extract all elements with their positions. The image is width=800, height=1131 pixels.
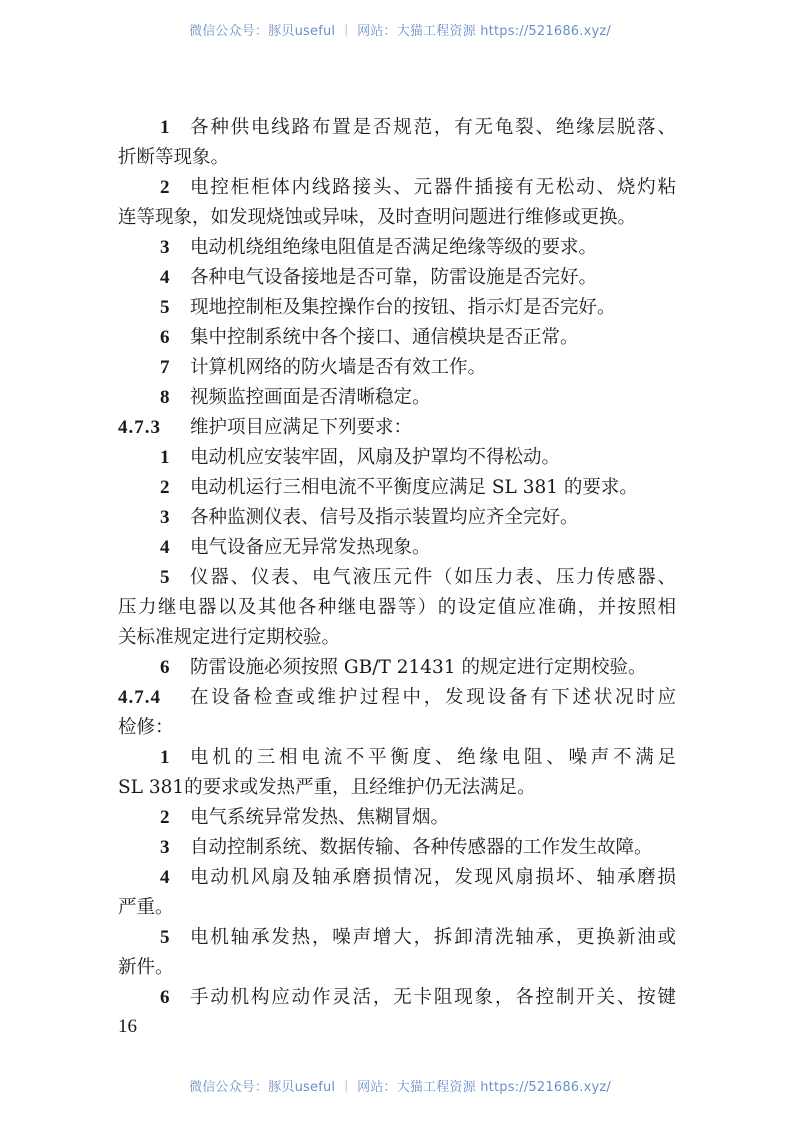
item-number: 3 — [160, 837, 170, 858]
item-number: 4 — [160, 267, 170, 288]
line-text: 维护项目应满足下列要求： — [190, 417, 413, 438]
paragraph-line — [118, 593, 676, 623]
paragraph-line — [118, 623, 676, 653]
item-number: 6 — [160, 327, 170, 348]
line-text: SL 381的要求或发热严重，且经维护仍无法满足。 — [118, 777, 536, 798]
paragraph-line — [118, 473, 676, 503]
section-line — [118, 683, 676, 713]
line-text: 电动机运行三相电流不平衡度应满足 SL 381 的要求。 — [190, 477, 638, 498]
paragraph-line — [118, 653, 676, 683]
item-number: 7 — [160, 357, 170, 378]
item-number: 5 — [160, 297, 170, 318]
paragraph-line — [118, 803, 676, 833]
line-text: 连等现象，如发现烧蚀或异味，及时查明问题进行维修或更换。 — [118, 207, 637, 228]
line-text: 压力继电器以及其他各种继电器等）的设定值应准确，并按照相 — [118, 597, 676, 618]
line-text: 计算机网络的防火墙是否有效工作。 — [190, 357, 487, 378]
paragraph-line — [118, 983, 676, 1013]
line-text: 集中控制系统中各个接口、通信模块是否正常。 — [190, 327, 579, 348]
line-text: 电动机风扇及轴承磨损情况，发现风扇损坏、轴承磨损 — [190, 867, 676, 888]
section-line — [118, 413, 676, 443]
line-text: 检修： — [118, 717, 174, 738]
watermark-footer: 微信公众号：豚贝useful ｜ 网站：大猫工程资源 https://521686.xyz/ — [189, 1080, 611, 1095]
line-text: 新件。 — [118, 957, 174, 978]
item-number: 8 — [160, 387, 170, 408]
line-text: 电控柜柜体内线路接头、元器件插接有无松动、烧灼粘 — [190, 177, 676, 198]
item-number: 3 — [160, 237, 170, 258]
paragraph-line — [118, 173, 676, 203]
paragraph-line — [118, 233, 676, 263]
line-text: 电机轴承发热，噪声增大，拆卸清洗轴承，更换新油或 — [190, 927, 676, 948]
paragraph-line — [118, 563, 676, 593]
item-number: 1 — [160, 747, 170, 768]
paragraph-line — [118, 893, 676, 923]
item-number: 5 — [160, 567, 170, 588]
item-number: 3 — [160, 507, 170, 528]
line-text: 电动机绕组绝缘电阻值是否满足绝缘等级的要求。 — [190, 237, 598, 258]
line-text: 自动控制系统、数据传输、各种传感器的工作发生故障。 — [190, 837, 653, 858]
watermark-header: 微信公众号：豚贝useful ｜ 网站：大猫工程资源 https://521686.xyz/ — [189, 24, 611, 39]
paragraph-line — [118, 113, 676, 143]
paragraph-line — [118, 383, 676, 413]
line-text: 电气系统异常发热、焦糊冒烟。 — [190, 807, 450, 828]
paragraph-line — [118, 503, 676, 533]
paragraph-line — [118, 533, 676, 563]
line-text: 折断等现象。 — [118, 147, 230, 168]
line-text: 各种电气设备接地是否可靠，防雷设施是否完好。 — [190, 267, 598, 288]
paragraph-line — [118, 323, 676, 353]
paragraph-line — [118, 923, 676, 953]
line-text: 现地控制柜及集控操作台的按钮、指示灯是否完好。 — [190, 297, 616, 318]
paragraph-line — [118, 773, 676, 803]
item-number: 4 — [160, 537, 170, 558]
line-text: 各种监测仪表、信号及指示装置均应齐全完好。 — [190, 507, 579, 528]
paragraph-line — [118, 863, 676, 893]
item-number: 2 — [160, 477, 170, 498]
item-number: 1 — [160, 447, 170, 468]
line-text: 关标准规定进行定期校验。 — [118, 627, 341, 648]
paragraph-line — [118, 143, 676, 173]
line-text: 在设备检查或维护过程中，发现设备有下述状况时应 — [190, 687, 676, 708]
paragraph-line — [118, 263, 676, 293]
line-text: 仪器、仪表、电气液压元件（如压力表、压力传感器、 — [190, 567, 676, 588]
item-number: 2 — [160, 807, 170, 828]
section-line — [118, 713, 676, 743]
item-number: 4 — [160, 867, 170, 888]
item-number: 6 — [160, 657, 170, 678]
paragraph-line — [118, 353, 676, 383]
line-text: 各种供电线路布置是否规范，有无龟裂、绝缘层脱落、 — [190, 117, 676, 138]
paragraph-line — [118, 443, 676, 473]
line-text: 电机的三相电流不平衡度、绝缘电阻、噪声不满足 — [190, 747, 676, 768]
section-number: 4.7.3 — [118, 417, 161, 438]
paragraph-line — [118, 953, 676, 983]
item-number: 6 — [160, 987, 170, 1008]
paragraph-line — [118, 293, 676, 323]
item-number: 1 — [160, 117, 170, 138]
line-text: 手动机构应动作灵活，无卡阻现象，各控制开关、按键 — [190, 987, 676, 1008]
line-text: 电动机应安装牢固，风扇及护罩均不得松动。 — [190, 447, 561, 468]
item-number: 2 — [160, 177, 170, 198]
paragraph-line — [118, 833, 676, 863]
paragraph-line — [118, 203, 676, 233]
document-body — [118, 113, 676, 1013]
paragraph-line — [118, 743, 676, 773]
line-text: 电气设备应无异常发热现象。 — [190, 537, 431, 558]
line-text: 严重。 — [118, 897, 174, 918]
line-text: 视频监控画面是否清晰稳定。 — [190, 387, 431, 408]
page-number: 16 — [118, 1016, 137, 1037]
item-number: 5 — [160, 927, 170, 948]
section-number: 4.7.4 — [118, 687, 161, 708]
line-text: 防雷设施必须按照 GB/T 21431 的规定进行定期校验。 — [190, 657, 647, 678]
